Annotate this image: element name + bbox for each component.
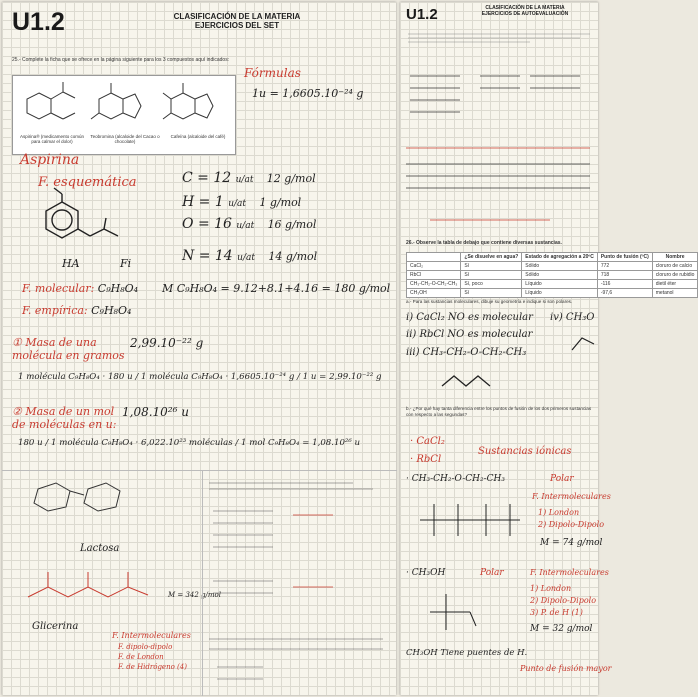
glycerin-label: Glicerina [32,621,79,632]
page-header: CLASIFICACIÓN DE LA MATERIA EJERCICIOS DEL SET [173,12,301,31]
table-row [407,262,698,271]
question-2-title: ② Masa de un mol de moléculas en u: [12,405,117,431]
table-cell: RbCl [407,271,461,280]
table-cell: metanol [652,289,698,298]
ether-formula: · CH₃-CH₂-O-CH₂-CH₃ [406,474,505,484]
table-cell: cloruro de calcio [652,262,698,271]
methanol-polar: Polar [480,568,504,578]
table-cell: -116 [597,280,652,289]
molecular-formula: F. molecular: C₉H₈O₄ [22,282,139,295]
table-header: ¿Se disuelve en agua? [461,253,522,262]
compounds-figure [12,75,236,155]
answer-line-4: iv) CH₃O [550,312,595,323]
table-cell: CaCl₂ [407,262,461,271]
methanol-structure-sketch [420,582,480,642]
question-26-prompt: 26.- Observe la tabla de debajo que contiene diversas sustancias. [406,240,562,246]
table-cell: cloruro de rubidio [652,271,698,280]
left-notes-page [2,2,396,695]
ionic-rbcl: · RbCl [410,454,442,465]
question-1-answer: 2,99.10⁻²² g [130,336,204,350]
table-cell: Líquido [522,280,598,289]
hydrogen-bond-conclusion: CH₃OH Tiene puentes de H. [406,648,528,658]
atomic-mass-list [182,170,392,275]
table-cell: Sí [461,289,522,298]
ionic-cacl2: · CaCl₂ [410,436,445,447]
compound-caption-aspirin: Aspirina® (medicamento común para calmar el dolor) [19,134,85,144]
methanol-london: 1) London [530,584,572,593]
table-cell: Sólido [522,271,598,280]
table-header: Punto de fusión (ºC) [597,253,652,262]
mass-row-oxygen: O = 16 u/at 16 g/mol [182,216,317,232]
table-cell: dietil éter [652,280,698,289]
formulas-label: Fórmulas [244,66,301,80]
question-26a: a.- Para las sustancias moleculares, dibuje su geometría e indique si son polares. [406,299,573,304]
aspirin-sketch [34,192,144,252]
table-row [407,289,698,298]
table-header: Nombre [652,253,698,262]
answer-line-2: ii) RbCl NO es molecular [406,329,533,340]
dipole-label: F. dipolo-dipolo [118,643,173,651]
london-label: F. de London [118,653,164,661]
table-cell: Sí, poco [461,280,522,289]
ether-dipole: 2) Dipolo-Dipolo [538,520,605,529]
compound-caption-theobromine: Teobromina (alcaloide del Cacao o chocolate) [90,134,160,144]
table-cell: Sí [461,271,522,280]
answer-line-3: iii) CH₃-CH₂-O-CH₂-CH₃ [406,347,527,358]
empirical-formula: F. empírica: C₉H₈O₄ [22,304,132,317]
question-1-title: ① Masa de una molécula en gramos [12,336,125,362]
hydrogen-label: F. de Hidrógeno (4) [118,663,187,671]
table-row [407,280,698,289]
page-header-right: CLASIFICACIÓN DE LA MATERIA EJERCICIOS DE AUTOEVALUACIÓN [481,5,569,17]
ether-intermolecular: F. Intermoleculares [532,492,611,501]
table-header-substance [407,253,461,262]
lactose-section [2,470,221,696]
unit-title-right: U1.2 [406,6,438,23]
compound-caption-caffeine: Cafeína (alcaloide del café) [170,134,226,139]
schematic-formula-label: F. esquemática [38,175,137,190]
atomic-mass-unit: 1u = 1,6605.10⁻²⁴ g [252,87,364,100]
exercise-prompt: 25.- Complete la ficha que se ofrece en la página siguiente para los 3 compuestos aquí indicados: [12,57,230,63]
ether-polar: Polar [550,474,574,484]
lactose-label: Lactosa [80,543,120,554]
table-cell: Líquido [522,289,598,298]
methanol-formula: · CH₃OH [406,568,446,578]
table-cell: 772 [597,262,652,271]
mass-row-carbon: C = 12 u/at 12 g/mol [182,170,316,186]
mass-row-hydrogen: H = 1 u/at 1 g/mol [182,194,302,210]
fi-label: Fi [120,257,132,270]
scratch-calculations [203,471,397,696]
ether-molar-mass: M = 74 g/mol [540,538,603,548]
table-header: Estado de agregación a 20ºC [522,253,598,262]
question-26b: b.- ¿Por qué hay tanta diferencia entre los puntos de fusión de los dos primeros sustancias con respecto a las segundas? [406,406,592,417]
structure-theobromine [91,79,161,131]
table-cell: CH₃-CH₂-O-CH₂-CH₃ [407,280,461,289]
table-cell: CH₃OH [407,289,461,298]
structure-aspirin [17,79,87,131]
lactose-molar-mass: M = 342 g/mol [168,591,221,599]
table-cell: Sólido [522,262,598,271]
ha-label: HA [62,257,80,270]
substances-table [406,252,698,298]
self-eval-calculations [400,24,598,234]
melting-point-conclusion: Punto de fusión mayor [520,664,612,673]
answer-line-1: i) CaCl₂ NO es molecular [406,312,533,323]
ionic-substances-label: Sustancias iónicas [478,446,572,457]
methanol-intermolecular: F. Intermoleculares [530,568,609,577]
self-eval-sketch [400,24,598,234]
aspirina-label: Aspirina [20,152,80,168]
table-cell: Sí [461,262,522,271]
methanol-dipole: 2) Dipolo-Dipolo [530,596,597,605]
right-notes-page [400,2,695,695]
ether-structure-sketch [410,490,530,550]
mass-row-nitrogen: N = 14 u/at 14 g/mol [182,248,318,264]
table-cell: 718 [597,271,652,280]
methanol-sketch [568,328,598,358]
table-cell: -97,6 [597,289,652,298]
ether-london: 1) London [538,508,580,517]
molar-mass: M C₉H₈O₄ = 9.12+8.1+4.16 = 180 g/mol [162,282,391,295]
intermolecular-label: F. Intermoleculares [112,631,191,640]
scratch-notes-section [202,470,397,696]
table-row [407,271,698,280]
methanol-molar-mass: M = 32 g/mol [530,624,593,634]
question-2-answer: 1,08.10²⁶ u [122,405,189,419]
table-header-row [407,253,698,262]
unit-title: U1.2 [12,8,65,36]
question-2-calculation: 180 u / 1 molécula C₉H₈O₄ · 6,022.10²³ moléculas / 1 mol C₉H₈O₄ = 1,08.10²⁶ u [18,438,361,448]
ether-zigzag-sketch [440,370,500,390]
question-1-calculation: 1 molécula C₉H₈O₄ · 180 u / 1 molécula C₉H₈O₄ · 1,6605.10⁻²⁴ g / 1 u = 2,99.10⁻²² g [18,372,382,382]
methanol-hydrogen-bond: 3) P. de H (1) [530,608,583,617]
structure-caffeine [163,79,233,131]
